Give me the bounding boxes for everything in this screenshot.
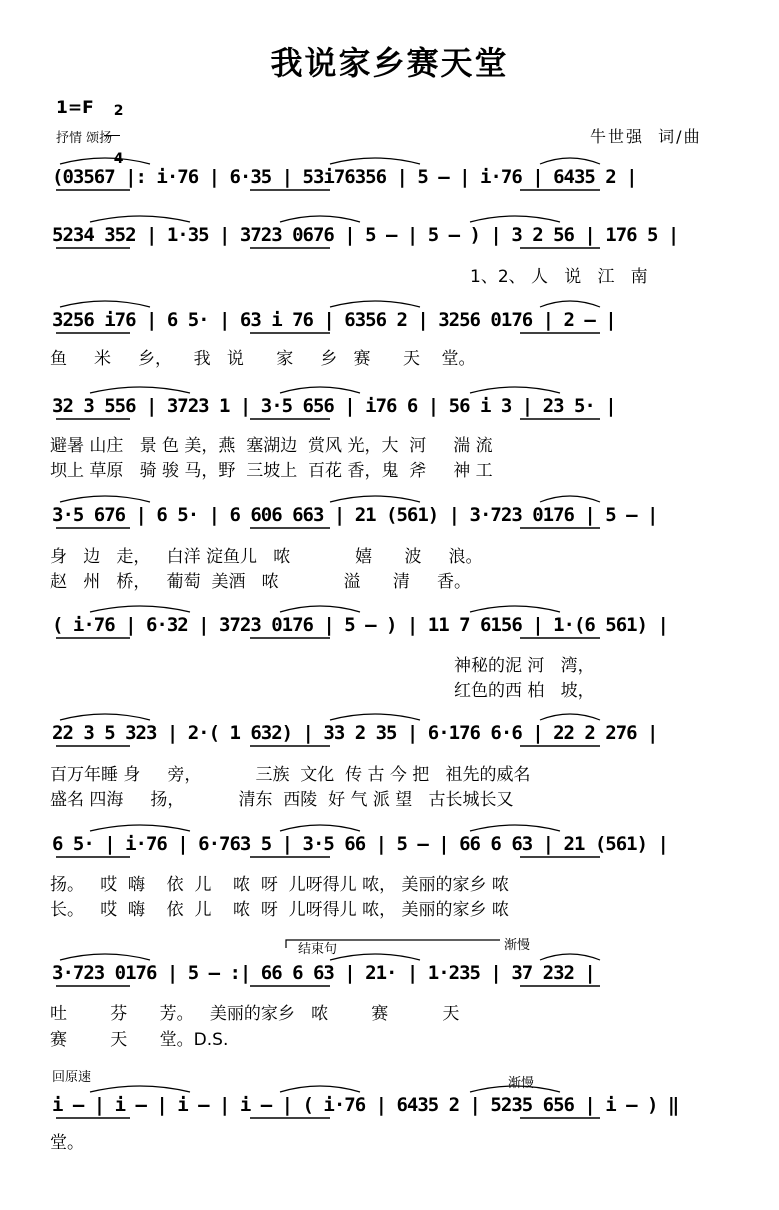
slur-mark [280, 1086, 360, 1092]
slur-mark [540, 301, 600, 307]
lyric-line-4a: 避暑 山庄 景 色 美，燕 塞湖边 赏风 光，大 河 湍 流 [50, 436, 493, 456]
slur-mark [60, 714, 150, 720]
lyric-line-6b: 红色的西 柏 坡， [454, 681, 595, 701]
lyric-line-2a: 1、2、 人 说 江 南 [470, 267, 648, 287]
slur-mark [540, 158, 600, 164]
score-line-6: ( i·76 | 6·32 | 3723 0176 | 5 – ) | 11 7 6156 | 1·(6 561) | [52, 614, 668, 636]
slur-mark [540, 496, 600, 502]
score-line-9: 3·723 0176 | 5 – :| 66 6 63 | 21· | 1·235 | 37 232 | [52, 962, 595, 984]
lyric-line-9b: 赛 天 堂。D.S. [50, 1030, 229, 1050]
slur-mark [90, 606, 190, 612]
lyric-line-8b: 长。 哎 嗨 依 儿 哝 呀 儿呀得儿 哝， 美丽的家乡 哝 [50, 900, 509, 920]
expression-marking: 抒情 颂扬 [56, 131, 113, 146]
score-line-5: 3·5 676 | 6 5· | 6 606 663 | 21 (561) | 3·723 0176 | 5 – | [52, 504, 658, 526]
score-line-3: 3256 i76 | 6 5· | 63 i 76 | 6356 2 | 3256 0176 | 2 – | [52, 309, 616, 331]
author-credit: 牛世强 词/曲 [590, 127, 702, 146]
slur-mark [90, 387, 190, 393]
slur-mark [280, 606, 360, 612]
slur-mark [90, 216, 190, 222]
lyric-line-8a: 扬。 哎 嗨 依 儿 哝 呀 儿呀得儿 哝， 美丽的家乡 哝 [50, 875, 509, 895]
a-tempo-label: 回原速 [52, 1070, 92, 1085]
lyric-line-7a: 百万年睡 身 旁， 三族 文化 传 古 今 把 祖先的威名 [50, 765, 531, 785]
time-signature-top: 2 [113, 103, 124, 119]
slur-mark [470, 216, 560, 222]
slur-mark [330, 301, 420, 307]
slur-mark [280, 825, 360, 831]
slur-mark [330, 954, 420, 960]
lyric-line-5b: 赵 州 桥， 葡萄 美酒 哝 溢 清 香。 [50, 572, 471, 592]
score-line-10: i – | i – | i – | i – | ( i·76 | 6435 2 | 5235 656 | i – ) ‖ [52, 1094, 679, 1116]
ritardando-label-2: 渐慢 [508, 1076, 535, 1091]
slur-mark [60, 954, 150, 960]
key-signature: 1=F [56, 98, 94, 118]
slur-mark [470, 387, 560, 393]
lyric-line-4b: 坝上 草原 骑 骏 马，野 三坡上 百花 香，鬼 斧 神 工 [50, 461, 493, 481]
slur-mark [540, 714, 600, 720]
slur-mark [330, 496, 420, 502]
score-line-4: 32 3 556 | 3723 1 | 3·5 656 | i76 6 | 56 i 3 | 23 5· | [52, 395, 616, 417]
lyric-line-9a: 吐 芬 芳。 美丽的家乡 哝 赛 天 [50, 1004, 460, 1024]
lyric-line-10a: 堂。 [50, 1133, 84, 1153]
lyric-line-3a: 鱼 米 乡， 我 说 家 乡 赛 天 堂。 [50, 349, 476, 369]
slur-mark [470, 825, 560, 831]
slur-mark [280, 216, 360, 222]
slur-mark [60, 301, 150, 307]
score-line-7: 22 3 5 323 | 2·( 1 632) | 33 2 35 | 6·176 6·6 | 22 2 276 | [52, 722, 658, 744]
lyric-line-5a: 身 边 走， 白洋 淀鱼儿 哝 嬉 波 浪。 [50, 547, 483, 567]
slur-mark [90, 825, 190, 831]
slur-mark [540, 954, 600, 960]
ritardando-label-1: 渐慢 [504, 938, 531, 953]
lyric-line-6a: 神秘的泥 河 湾， [454, 656, 595, 676]
score-line-8: 6 5· | i·76 | 6·763 5 | 3·5 66 | 5 – | 66 6 63 | 21 (561) | [52, 833, 668, 855]
slur-mark [280, 387, 360, 393]
slur-mark [330, 158, 420, 164]
ending-phrase-label: 结束句 [298, 942, 338, 957]
time-signature-bottom: 4 [113, 151, 124, 167]
slur-mark [470, 606, 560, 612]
score-line-1: (03567 |: i·76 | 6·35 | 53i76356 | 5 – | i·76 | 6435 2 | [52, 166, 637, 188]
slur-mark [90, 1086, 190, 1092]
lyric-line-7b: 盛名 四海 扬， 清东 西陵 好 气 派 望 古长城长又 [50, 790, 514, 810]
page-title: 我说家乡赛天堂 [270, 44, 509, 82]
slur-mark [60, 496, 150, 502]
slur-mark [330, 714, 420, 720]
score-line-2: 5234 352 | 1·35 | 3723 0676 | 5 – | 5 – ) | 3 2 56 | 176 5 | [52, 224, 679, 246]
